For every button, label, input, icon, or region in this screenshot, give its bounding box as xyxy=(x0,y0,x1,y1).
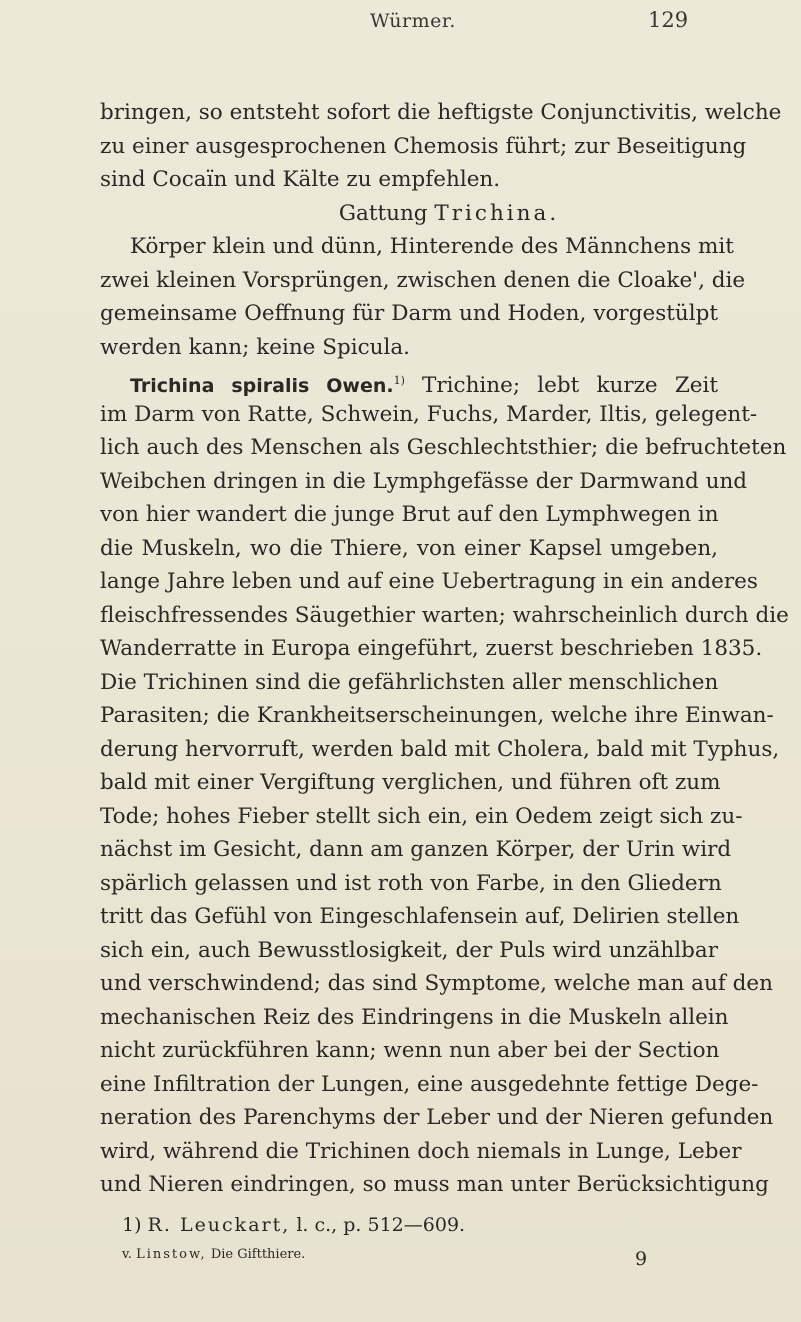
text-line: Die Trichinen sind die gefährlichsten aller menschlichen xyxy=(100,669,719,695)
running-head xyxy=(0,6,801,34)
text-line: bald mit einer Vergiftung verglichen, und führen oft zum xyxy=(100,770,721,795)
page-number: 129 xyxy=(648,8,689,32)
text-line: eine Infiltration der Lungen, eine ausgedehnte fettige Dege- xyxy=(100,1071,759,1097)
text-line: werden kann; keine Spicula. xyxy=(100,334,411,360)
text-line: Wanderratte in Europa eingeführt, zuerst beschrieben 1835. xyxy=(100,636,763,661)
footnote-author: R. Leuckart, xyxy=(147,1214,291,1236)
text-line: im Darm von Ratte, Schwein, Fuchs, Marder, Iltis, gelegent- xyxy=(100,401,758,427)
text-line: neration des Parenchyms der Leber und der Nieren gefunden xyxy=(100,1105,774,1130)
footnote-1 xyxy=(100,1210,718,1240)
footnote-reference: l. c., p. 512—609. xyxy=(296,1214,466,1236)
printer-signature xyxy=(122,1240,305,1270)
signature-prefix: v. xyxy=(122,1247,132,1262)
heading-genus: Trichina. xyxy=(434,200,560,226)
text-line: Tode; hohes Fieber stellt sich ein, ein Oedem zeigt sich zu- xyxy=(100,803,743,829)
text-line: zu einer ausgesprochenen Chemosis führt; zur Beseitigung xyxy=(100,133,747,159)
text-line: spärlich gelassen und ist roth von Farbe, in den Gliedern xyxy=(100,870,722,896)
text-line: gemeinsame Oeffnung für Darm und Hoden, vorgestülpt xyxy=(100,301,718,326)
genus-heading xyxy=(100,197,718,231)
text-line: zwei kleinen Vorsprüngen, zwischen denen die Cloake', die xyxy=(100,267,746,293)
text-line: von hier wandert die junge Brut auf den Lymphwegen in xyxy=(100,502,719,527)
main-text xyxy=(100,96,789,1202)
footnote-ref: 1) xyxy=(393,374,405,387)
species-intro-text: Trichine; lebt kurze Zeit xyxy=(422,373,718,399)
text-line: lich auch des Menschen als Geschlechtsthier; die befruchteten xyxy=(100,435,787,460)
text-line: nächst im Gesicht, dann am ganzen Körper, der Urin wird xyxy=(100,837,732,862)
running-title: Würmer. xyxy=(370,10,456,32)
text-line: Parasiten; die Krankheitserscheinungen, welche ihre Einwan- xyxy=(100,703,774,728)
text-line: und Nieren eindringen, so muss man unter Berücksichtigung xyxy=(100,1172,769,1197)
text-line: Körper klein und dünn, Hinterende des Männchens mit xyxy=(130,234,734,259)
text-line: lange Jahre leben und auf eine Uebertragung in ein anderes xyxy=(100,569,758,594)
text-line: fleischfressendes Säugethier warten; wahrscheinlich durch die xyxy=(100,602,789,628)
signature-number: 9 xyxy=(635,1248,648,1270)
heading-prefix: Gattung xyxy=(338,200,428,226)
text-line: bringen, so entsteht sofort die heftigste Conjunctivitis, welche xyxy=(100,100,782,125)
text-line: und verschwindend; das sind Symptome, welche man auf den xyxy=(100,971,773,996)
text-line: derung hervorruft, werden bald mit Cholera, bald mit Typhus, xyxy=(100,736,780,762)
footnote-mark: 1) xyxy=(122,1214,142,1236)
text-line: sich ein, auch Bewusstlosigkeit, der Puls wird unzählbar xyxy=(100,937,718,963)
text-line: tritt das Gefühl von Eingeschlafensein auf, Delirien stellen xyxy=(100,904,740,929)
text-line: die Muskeln, wo die Thiere, von einer Kapsel umgeben, xyxy=(100,535,718,561)
text-line: nicht zurückführen kann; wenn nun aber bei der Section xyxy=(100,1038,720,1063)
signature-author: Linstow, xyxy=(136,1247,207,1262)
signature-row xyxy=(100,1240,718,1270)
species-name: Trichina spiralis Owen. xyxy=(130,375,394,398)
text-line: Weibchen dringen in die Lymphgefässe der Darmwand und xyxy=(100,468,748,494)
signature-title: Die Giftthiere. xyxy=(210,1247,306,1262)
species-intro-line xyxy=(100,364,718,398)
text-line: mechanischen Reiz des Eindringens in die Muskeln allein xyxy=(100,1004,729,1030)
text-line: wird, während die Trichinen doch niemals in Lunge, Leber xyxy=(100,1138,742,1164)
text-line: sind Cocaïn und Kälte zu empfehlen. xyxy=(100,167,501,192)
footnotes xyxy=(100,1210,718,1270)
